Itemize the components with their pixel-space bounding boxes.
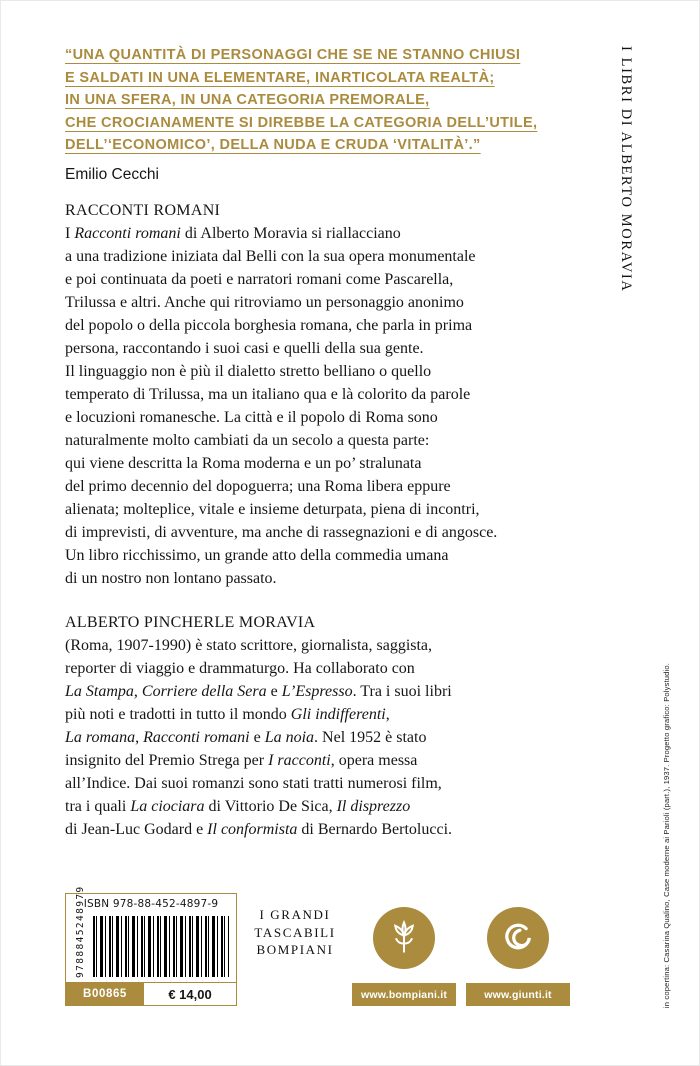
giunti-website-label: www.giunti.it [466, 983, 570, 1006]
body-line: Trilussa e altri. Anche qui ritroviamo un personaggio anonimo [65, 294, 464, 311]
imprint-line: TASCABILI [254, 924, 336, 940]
barcode-box [66, 885, 236, 982]
body-line: più noti e tradotti in tutto il mondo Gli indifferenti, [65, 706, 390, 723]
body-line: all’Indice. Dai suoi romanzi sono stati tratti numerosi film, [65, 775, 442, 792]
price-row [66, 982, 236, 1005]
quote-line: “UNA QUANTITÀ DI PERSONAGGI CHE SE NE STANNO CHIUSI [65, 47, 521, 63]
section-title: ALBERTO PINCHERLE MORAVIA [65, 614, 316, 631]
imprint-line: I GRANDI [259, 907, 331, 922]
bompiani-logo-tile [352, 893, 456, 1006]
quote-line: CHE CROCIANAMENTE SI DIREBBE LA CATEGORIA DELL’UTILE, [65, 114, 538, 131]
giunti-swirl-icon [487, 907, 549, 969]
section-title: RACCONTI ROMANI [65, 202, 221, 219]
body-line: naturalmente molto cambiati da un secolo a questa parte: [65, 432, 430, 449]
body-line: temperato di Trilussa, ma un italiano qua e là colorito da parole [65, 386, 471, 403]
quote-block [65, 44, 537, 184]
body-line: persona, raccontando i suoi casi e quelli della sua gente. [65, 340, 424, 357]
imprint-line: BOMPIANI [256, 942, 334, 957]
body-line: qui viene descritta la Roma moderna e un po’ stralunata [65, 455, 422, 472]
price-label: € 14,00 [168, 986, 212, 1002]
body-copy [65, 199, 645, 841]
quote-line: IN UNA SFERA, IN UNA CATEGORIA PREMORALE, [65, 92, 430, 108]
isbn-label: ISBN 978-88-452-4897-9 [83, 898, 219, 910]
body-line: di imprevisti, di avventure, ma anche di rassegnazioni e di angosce. [65, 524, 498, 541]
body-line: La Stampa, Corriere della Sera e L’Espresso. Tra i suoi libri [65, 683, 452, 700]
body-line: Il linguaggio non è più il dialetto stretto belliano o quello [65, 363, 432, 380]
section-author-bio [65, 611, 645, 841]
giunti-logo-tile [466, 893, 570, 1006]
body-line: La romana, Racconti romani e La noia. Nel 1952 è stato [65, 729, 427, 746]
body-line: del primo decennio del dopoguerra; una Roma libera eppure [65, 478, 451, 495]
body-line: a una tradizione iniziata dal Belli con la sua opera monumentale [65, 248, 476, 265]
barcode-module [65, 885, 237, 1006]
imprint-block [245, 906, 345, 959]
publisher-logos [352, 893, 570, 1006]
body-line: e locuzioni romanesche. La città e il popolo di Roma sono [65, 409, 438, 426]
body-line: insignito del Premio Strega per I racconti, opera messa [65, 752, 418, 769]
body-line: di Jean-Luc Godard e Il conformista di Bernardo Bertolucci. [65, 821, 453, 838]
body-line: reporter di viaggio e drammaturgo. Ha collaborato con [65, 660, 415, 677]
barcode-bars [93, 916, 229, 977]
quote-lines [65, 44, 537, 157]
body-line: Un libro ricchissimo, un grande atto della commedia umana [65, 547, 449, 564]
edition-code-badge: B00865 [66, 983, 144, 1005]
bompiani-website-label: www.bompiani.it [352, 983, 456, 1006]
body-line: tra i quali La ciociara di Vittorio De Sica, Il disprezzo [65, 798, 411, 815]
bompiani-flower-icon [373, 907, 435, 969]
cover-credits: in copertina: Casarina Qualino, Case moderne ai Parioli (part.), 1937. Progetto grafico: Polystudio. [662, 662, 671, 1008]
quote-line: E SALDATI IN UNA ELEMENTARE, INARTICOLATA REALTÀ; [65, 69, 495, 86]
body-line: alienata; molteplice, vitale e insieme deturpata, piena di incontri, [65, 501, 480, 518]
body-line: di un nostro non lontano passato. [65, 570, 277, 587]
section-lines [65, 222, 645, 590]
barcode-digits: 9788845248979 [75, 885, 86, 978]
spine-title: I LIBRI DI ALBERTO MORAVIA [618, 46, 634, 293]
body-line: e poi continuata da poeti e narratori romani come Pascarella, [65, 271, 454, 288]
quote-line: DELL’‘ECONOMICO’, DELLA NUDA E CRUDA ‘VITALITÀ’.” [65, 137, 481, 153]
body-line: del popolo o della piccola borghesia romana, che parla in prima [65, 317, 473, 334]
body-line: (Roma, 1907-1990) è stato scrittore, giornalista, saggista, [65, 637, 433, 654]
body-line: I Racconti romani di Alberto Moravia si riallacciano [65, 225, 401, 242]
section-lines [65, 634, 645, 841]
section-book-description [65, 199, 645, 590]
quote-attribution: Emilio Cecchi [65, 165, 159, 183]
